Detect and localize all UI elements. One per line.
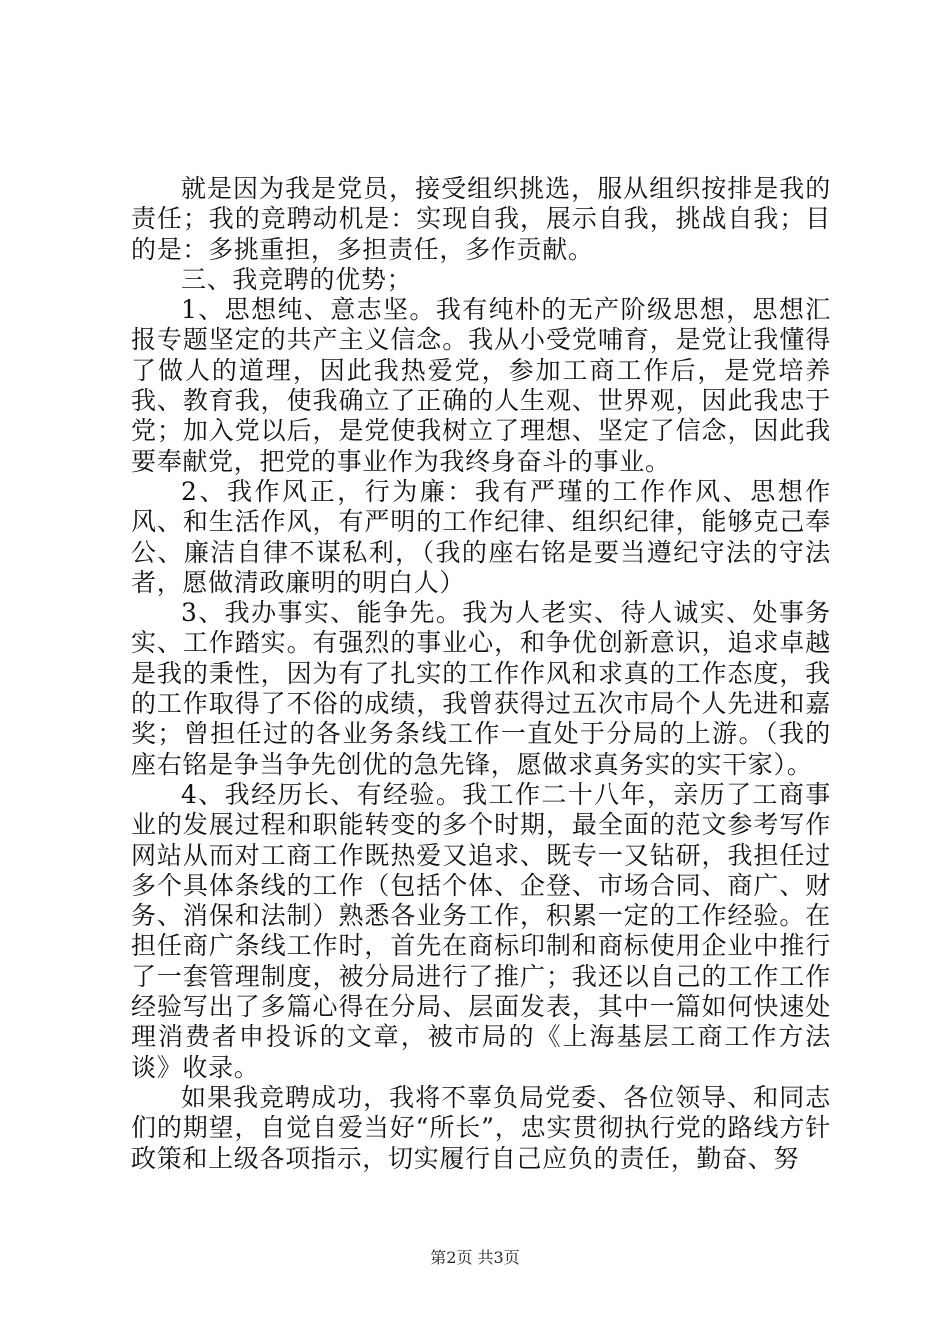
paragraph-advantage-2: 2、我作风正，行为廉：我有严瑾的工作作风、思想作风、和生活作风，有严明的工作纪律、组织纪律，能够克己奉公、廉洁自律不谋私利，（我的座右铭是要当遵纪守法的守法者，愿做清政廉明的明白人） xyxy=(131,476,831,597)
paragraph-advantage-4: 4、我经历长、有经验。我工作二十八年，亲历了工商事业的发展过程和职能转变的多个时期，最全面的范文参考写作网站从而对工商工作既热爱又追求、既专一又钻研，我担任过多个具体条线的工作（包括个体、企登、市场合同、商广、财务、消保和法制）熟悉各业务工作，积累一定的工作经验。在担任商广条线工作时，首先在商标印制和商标使用企业中推行了一套管理制度，被分局进行了推广；我还以自己的工作工作经验写出了多篇心得在分局、层面发表，其中一篇如何快速处理消费者申投诉的文章，被市局的《上海基层工商工作方法谈》收录。 xyxy=(131,779,831,1082)
document-body xyxy=(131,174,831,1174)
paragraph-motivation: 就是因为我是党员，接受组织挑选，服从组织按排是我的责任；我的竞聘动机是：实现自我，展示自我，挑战自我；目的是：多挑重担，多担责任，多作贡献。 xyxy=(131,174,831,264)
paragraph-commitment: 如果我竞聘成功，我将不辜负局党委、各位领导、和同志们的期望，自觉自爱当好“所长”，忠实贯彻执行党的路线方针政策和上级各项指示，切实履行自己应负的责任，勤奋、努 xyxy=(131,1082,831,1173)
page-number-footer: 第2页 共3页 xyxy=(430,1248,520,1267)
paragraph-advantage-3: 3、我办事实、能争先。我为人老实、待人诚实、处事务实、工作踏实。有强烈的事业心，和争优创新意识，追求卓越是我的秉性，因为有了扎实的工作作风和求真的工作态度，我的工作取得了不俗的成绩，我曾获得过五次市局个人先进和嘉奖；曾担任过的各业务条线工作一直处于分局的上游。（我的座右铭是争当争先创优的急先锋，愿做求真务实的实干家）。 xyxy=(131,598,831,779)
section-heading-advantages: 三、我竞聘的优势； xyxy=(181,264,413,294)
paragraph-advantage-1: 1、思想纯、意志坚。我有纯朴的无产阶级思想，思想汇报专题坚定的共产主义信念。我从小受党哺育，是党让我懂得了做人的道理，因此我热爱党，参加工商工作后，是党培养我、教育我，使我确立了正确的人生观、世界观，因此我忠于党；加入党以后，是党使我树立了理想、坚定了信念，因此我要奉献党，把党的事业作为我终身奋斗的事业。 xyxy=(131,295,831,476)
